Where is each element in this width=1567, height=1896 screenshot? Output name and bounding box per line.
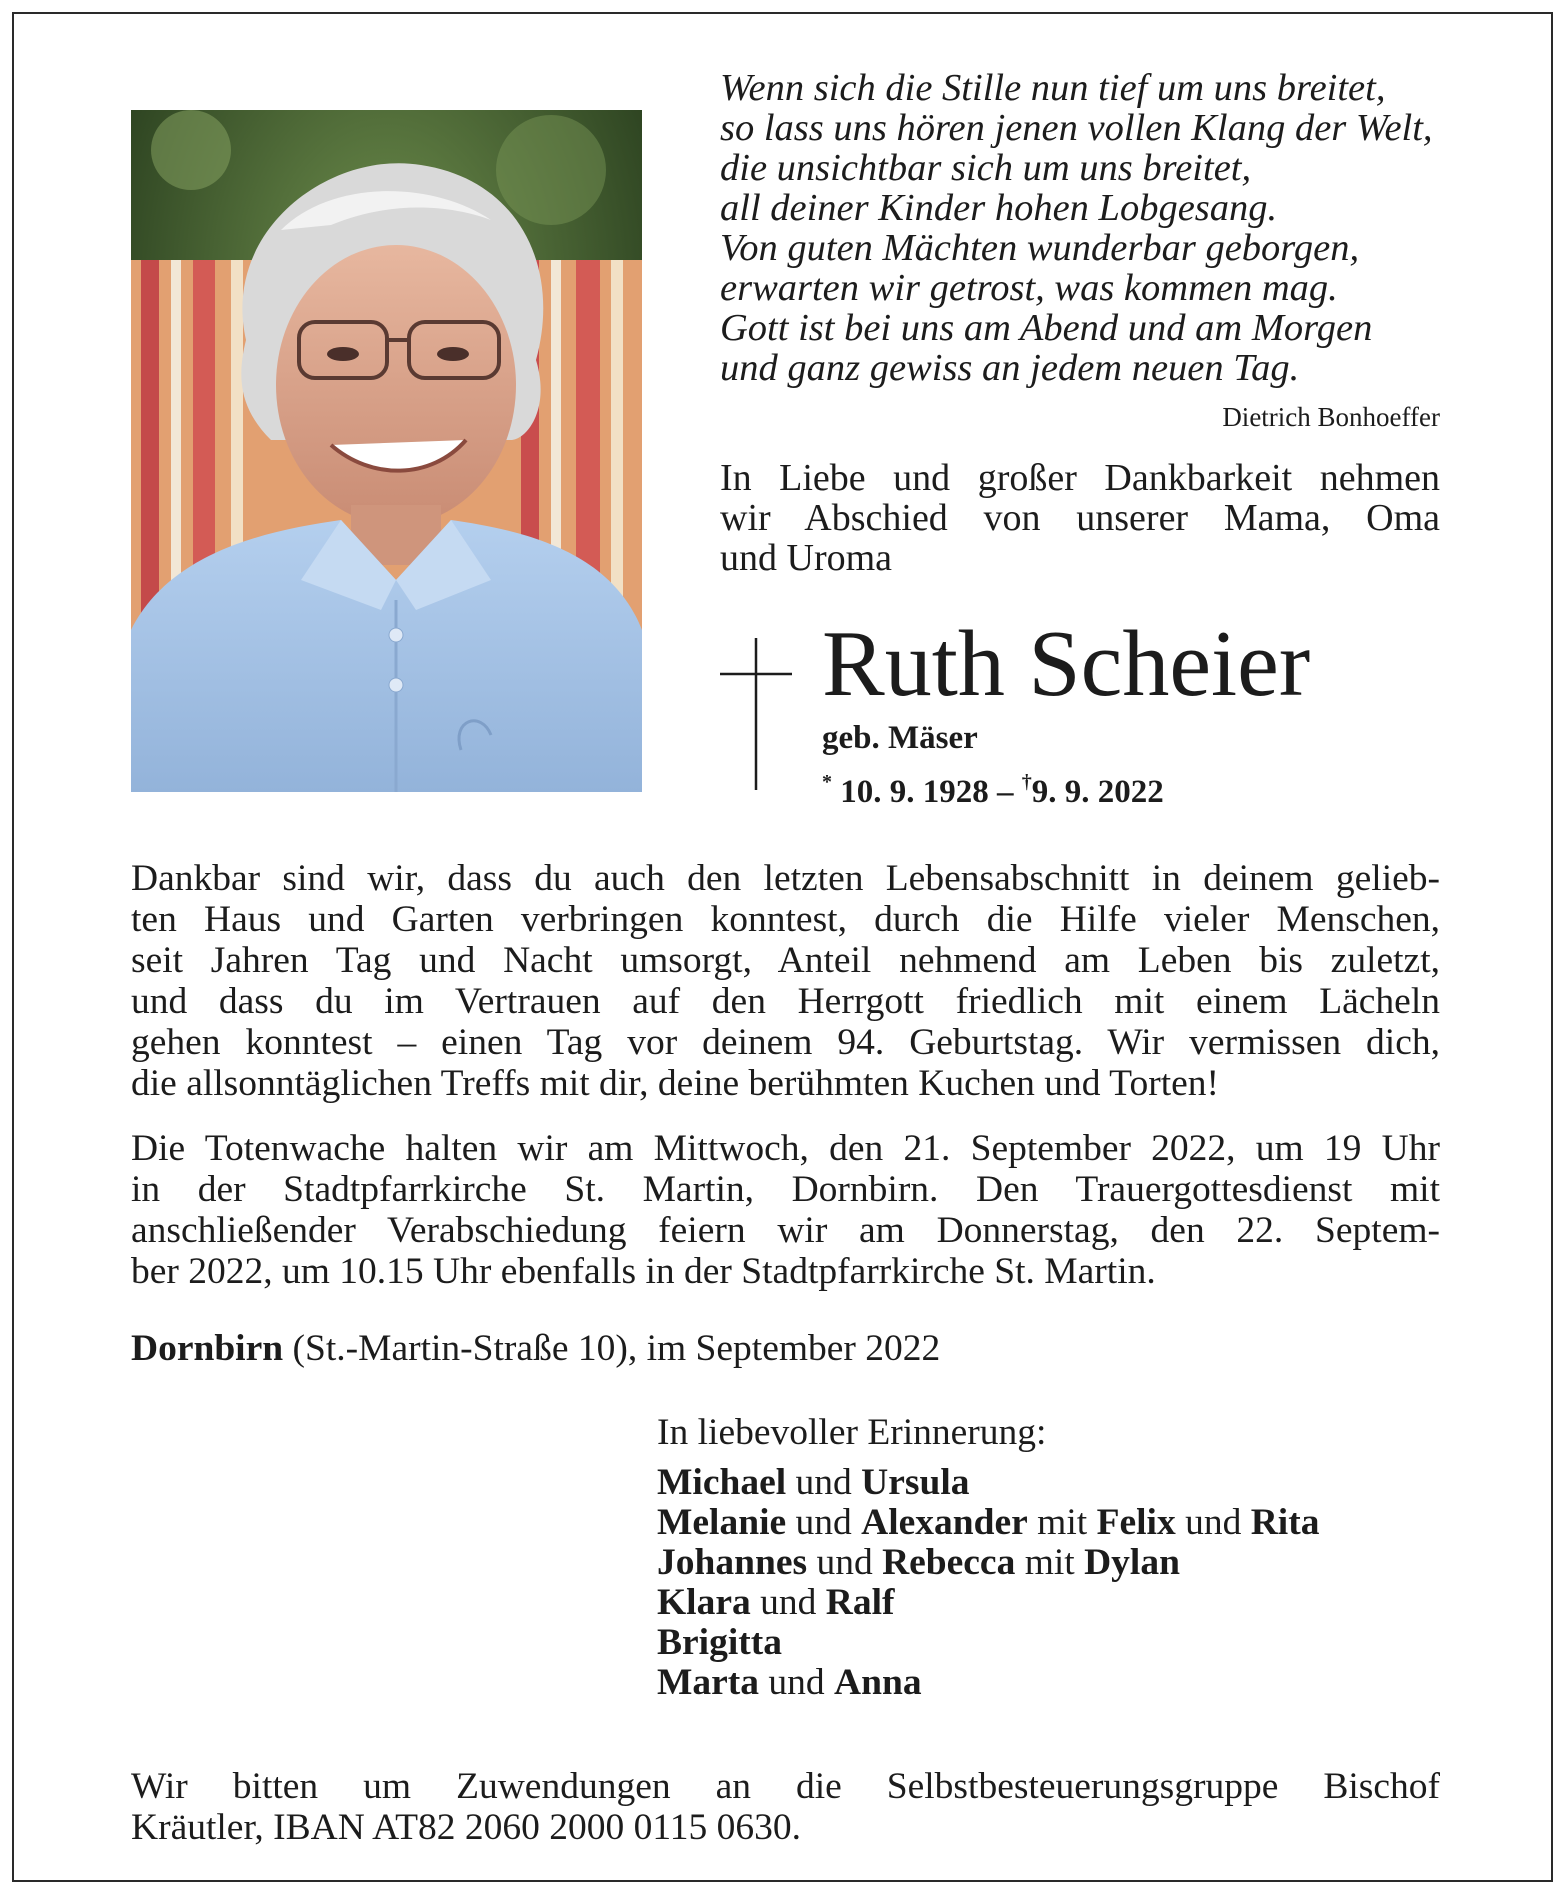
paragraph-line: gehen konntest – einen Tag vor deinem 94. Geburtstag. Wir vermissen dich, (131, 1022, 1440, 1063)
poem (720, 68, 1440, 388)
cross-icon (720, 638, 792, 790)
family-name: Dylan (1084, 1542, 1180, 1583)
farewell-line: In Liebe und großer Dankbarkeit nehmen (720, 457, 1440, 499)
paragraph-line: Die Totenwache halten wir am Mittwoch, den 21. September 2022, um 19 Uhr (131, 1128, 1440, 1169)
paragraph-line: ten Haus und Garten verbringen konntest, durch die Hilfe vieler Menschen, (131, 899, 1440, 940)
connector: und (786, 1502, 862, 1543)
poem-line: so lass uns hören jenen vollen Klang der Welt, (720, 107, 1433, 149)
family-name: Ralf (825, 1582, 895, 1623)
paragraph-line: anschließender Verabschiedung feiern wir am Donnerstag, den 22. Septem- (131, 1210, 1440, 1251)
family-row (657, 1503, 1319, 1543)
birth-symbol: * (822, 771, 832, 793)
paragraph-line: und dass du im Vertrauen auf den Herrgott friedlich mit einem Lächeln (131, 981, 1440, 1022)
poem-line: Wenn sich die Stille nun tief um uns breitet, (720, 67, 1386, 109)
donation-line: Wir bitten um Zuwendungen an die Selbstbesteuerungsgruppe Bischof (131, 1766, 1440, 1807)
paragraph-line: Dankbar sind wir, dass du auch den letzten Lebensabschnitt in deinem gelieb- (131, 858, 1440, 899)
farewell-line: und Uroma (720, 537, 893, 579)
family-name: Brigitta (657, 1622, 782, 1663)
family-row (657, 1623, 1319, 1663)
maiden-name: geb. Mäser (822, 720, 978, 756)
poem-line: all deiner Kinder hohen Lobgesang. (720, 187, 1278, 229)
family-name: Alexander (861, 1502, 1028, 1543)
life-dates (822, 763, 1164, 811)
family-name: Rita (1250, 1502, 1320, 1543)
connector: und (759, 1662, 835, 1703)
family-row (657, 1543, 1319, 1583)
family-name: Melanie (657, 1502, 787, 1543)
portrait-photo (131, 110, 642, 792)
family-name: Klara (657, 1582, 751, 1623)
date-separator: – (997, 774, 1014, 810)
gratitude-paragraph (131, 858, 1440, 1104)
poem-author: Dietrich Bonhoeffer (1222, 402, 1440, 432)
farewell-line: wir Abschied von unserer Mama, Oma (720, 497, 1440, 539)
family-row (657, 1583, 1319, 1623)
family-name: Anna (834, 1662, 922, 1703)
memory-heading: In liebevoller Erinnerung: (657, 1412, 1047, 1453)
family-name: Michael (657, 1462, 787, 1503)
deceased-name: Ruth Scheier (822, 612, 1311, 716)
paragraph-line: in der Stadtpfarrkirche St. Martin, Dornbirn. Den Trauergottesdienst mit (131, 1169, 1440, 1210)
family-row (657, 1663, 1319, 1703)
death-date: 9. 9. 2022 (1031, 774, 1164, 810)
poem-line: und ganz gewiss an jedem neuen Tag. (720, 347, 1300, 389)
family-name: Ursula (861, 1462, 970, 1503)
family-name: Felix (1096, 1502, 1176, 1543)
connector: und (807, 1542, 883, 1583)
connector: mit (1027, 1502, 1097, 1543)
death-symbol: † (1021, 771, 1032, 793)
service-paragraph (131, 1128, 1440, 1292)
poem-line: Von guten Mächten wunderbar geborgen, (720, 227, 1360, 269)
poem-line: erwarten wir getrost, was kommen mag. (720, 267, 1338, 309)
connector: und (786, 1462, 862, 1503)
birth-date: 10. 9. 1928 (840, 774, 989, 810)
place-date-line (131, 1328, 940, 1369)
family-row (657, 1463, 1319, 1503)
place-rest: (St.-Martin-Straße 10), im September 2022 (283, 1328, 941, 1369)
place-city: Dornbirn (131, 1328, 284, 1369)
poem-line: die unsichtbar sich um uns breitet, (720, 147, 1252, 189)
donation-note (131, 1766, 1440, 1848)
paragraph-line: seit Jahren Tag und Nacht umsorgt, Anteil nehmend am Leben bis zuletzt, (131, 940, 1440, 981)
donation-line: Kräutler, IBAN AT82 2060 2000 0115 0630. (131, 1807, 801, 1848)
family-name: Johannes (657, 1542, 808, 1583)
paragraph-line: die allsonntäglichen Treffs mit dir, deine berühmten Kuchen und Torten! (131, 1063, 1220, 1104)
paragraph-line: ber 2022, um 10.15 Uhr ebenfalls in der Stadtpfarrkirche St. Martin. (131, 1251, 1156, 1292)
connector: und (750, 1582, 826, 1623)
family-name: Marta (657, 1662, 760, 1703)
poem-line: Gott ist bei uns am Abend und am Morgen (720, 307, 1373, 349)
connector: mit (1015, 1542, 1085, 1583)
family-list (657, 1463, 1319, 1703)
farewell-text (720, 458, 1440, 578)
connector: und (1175, 1502, 1251, 1543)
family-name: Rebecca (882, 1542, 1016, 1583)
